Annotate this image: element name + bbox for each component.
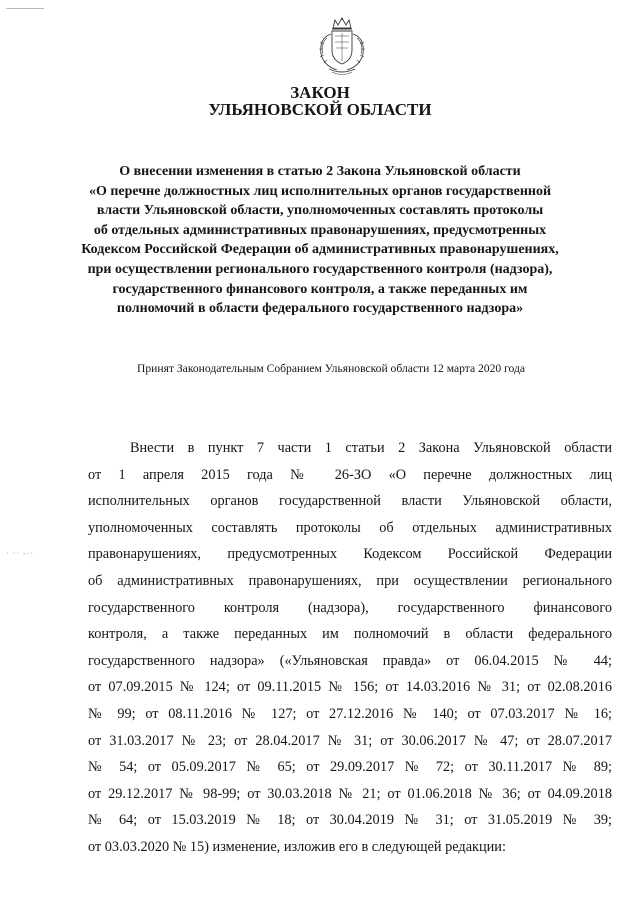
- title-line: полномочий в области федерального государственного надзора»: [116, 301, 524, 317]
- scan-corner-mark: [6, 8, 44, 9]
- adoption-note: Принят Законодательным Собранием Ульяновской области 12 марта 2020 года: [137, 362, 526, 375]
- body-line: от 07.09.2015 № 124; от 09.11.2015 № 156; от 14.03.2016 № 31; от 02.08.2016: [88, 679, 612, 696]
- body-line: от 31.03.2017 № 23; от 28.04.2017 № 31; от 30.06.2017 № 47; от 28.07.2017: [88, 732, 612, 749]
- body-line: контроля, а также переданных им полномочий в области федерального: [88, 626, 612, 643]
- body-line: Внести в пункт 7 части 1 статьи 2 Закона Ульяновской области: [130, 440, 612, 456]
- body-line: № 99; от 08.11.2016 № 127; от 27.12.2016 № 140; от 07.03.2017 № 16;: [88, 705, 612, 722]
- title-line: государственного финансового контроля, а также переданных им: [112, 281, 528, 297]
- law-body: [88, 438, 612, 864]
- body-line: № 54; от 05.09.2017 № 65; от 29.09.2017 № 72; от 30.11.2017 № 89;: [88, 759, 612, 776]
- coat-of-arms-emblem: [305, 14, 379, 80]
- body-line: уполномоченных составлять протоколы об отдельных административных: [88, 519, 612, 536]
- body-line: от 1 апреля 2015 года № 26-ЗО «О перечне должностных лиц: [88, 466, 612, 483]
- body-line: государственного надзора» («Ульяновская правда» от 06.04.2015 № 44;: [88, 652, 612, 669]
- title-line: при осуществлении регионального государственного контроля (надзора),: [87, 261, 553, 277]
- title-line: власти Ульяновской области, уполномоченных составлять протоколы: [96, 203, 544, 219]
- scan-margin-mark: · ·· -··: [6, 549, 34, 558]
- body-line: исполнительных органов государственной власти Ульяновской области,: [88, 493, 612, 510]
- title-line: «О перечне должностных лиц исполнительных органов государственной: [88, 183, 552, 199]
- body-line: № 64; от 15.03.2019 № 18; от 30.04.2019 № 31; от 31.05.2019 № 39;: [88, 812, 612, 829]
- title-line: об отдельных административных правонарушениях, предусмотренных: [93, 222, 547, 238]
- body-line: об административных правонарушениях, при осуществлении регионального: [88, 572, 612, 589]
- law-title: [80, 162, 560, 319]
- body-line: от 29.12.2017 № 98-99; от 30.03.2018 № 21; от 01.06.2018 № 36; от 04.09.2018: [88, 785, 612, 802]
- law-heading: ЗАКОН: [290, 83, 350, 102]
- title-line: О внесении изменения в статью 2 Закона Ульяновской области: [119, 164, 521, 179]
- title-line: Кодексом Российской Федерации об административных правонарушениях,: [81, 242, 559, 258]
- body-line: государственного контроля (надзора), государственного финансового: [88, 599, 612, 616]
- region-heading: УЛЬЯНОВСКОЙ ОБЛАСТИ: [208, 100, 432, 119]
- body-line: правонарушениях, предусмотренных Кодексом Российской Федерации: [88, 546, 612, 563]
- body-line: от 03.03.2020 № 15) изменение, изложив его в следующей редакции:: [88, 838, 506, 855]
